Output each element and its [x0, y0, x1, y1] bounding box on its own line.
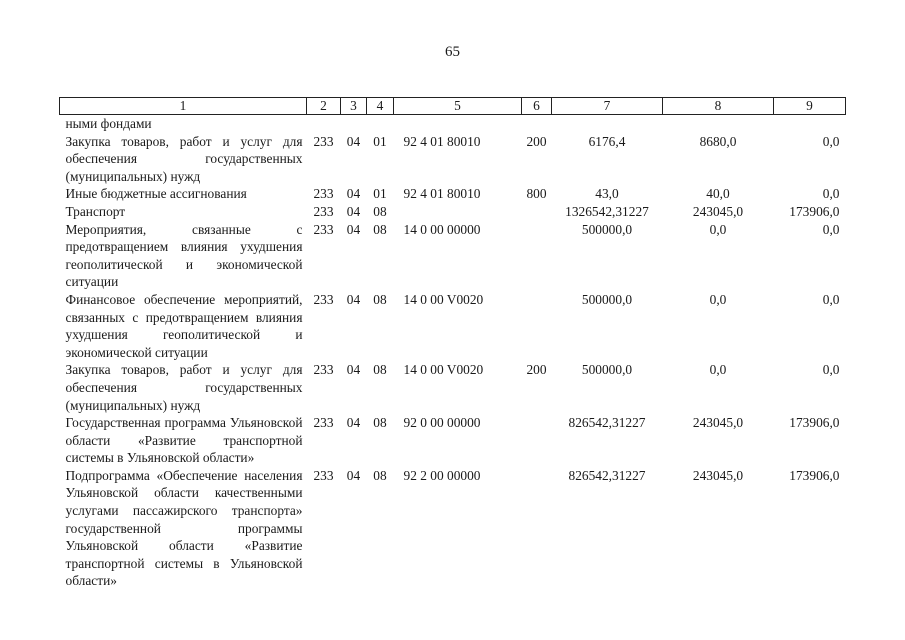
row-target: 14 0 00 V0020	[403, 362, 484, 378]
row-value-1: 826542,31227	[568, 467, 646, 483]
row-value-2: 243045,0	[692, 467, 744, 483]
table-row	[60, 291, 846, 361]
row-section: 04	[346, 186, 361, 202]
row-name: Транспорт	[65, 203, 126, 219]
row-type: 200	[526, 133, 547, 149]
header-col-8: 8	[663, 98, 774, 115]
row-target: 92 4 01 80010	[403, 133, 481, 149]
row-ministry: 233	[313, 186, 334, 202]
row-section: 04	[346, 362, 361, 378]
row-section: 04	[346, 415, 361, 431]
row-value-3: 0,0	[822, 362, 840, 378]
row-ministry: 233	[313, 291, 334, 307]
table-row	[60, 467, 846, 590]
row-section: 04	[346, 221, 361, 237]
row-name: Закупка товаров, работ и услуг для обеспечения государственных (муниципальных) нужд	[65, 362, 303, 413]
row-name: Иные бюджетные ассигнования	[65, 186, 247, 202]
row-value-2: 40,0	[706, 186, 730, 202]
header-col-3: 3	[341, 98, 367, 115]
row-ministry: 233	[313, 415, 334, 431]
table-row	[60, 361, 846, 414]
row-type	[522, 221, 552, 291]
header-col-6: 6	[522, 98, 552, 115]
row-type: 200	[526, 362, 547, 378]
row-target: 92 4 01 80010	[403, 186, 481, 202]
row-value-1: 826542,31227	[568, 415, 646, 431]
row-ministry: 233	[313, 362, 334, 378]
row-value-1: 6176,4	[588, 133, 626, 149]
row-name: ными фондами	[65, 116, 152, 131]
row-value-2: 243045,0	[692, 203, 744, 219]
row-value-3	[774, 115, 846, 133]
row-value-1: 1326542,31227	[565, 203, 649, 219]
row-section: 04	[346, 467, 361, 483]
table-row	[60, 133, 846, 186]
table-body	[60, 115, 846, 591]
header-col-4: 4	[367, 98, 394, 115]
row-value-3: 173906,0	[789, 203, 840, 219]
row-name: Мероприятия, связанные с предотвращением влияния ухудшения геополитической и экономической ситуации	[65, 221, 303, 290]
row-target: 92 2 00 00000	[403, 467, 481, 483]
row-value-3: 0,0	[822, 291, 840, 307]
header-col-2: 2	[307, 98, 341, 115]
row-type	[522, 291, 552, 361]
row-type	[522, 414, 552, 467]
row-value-1	[552, 115, 663, 133]
row-subsection: 08	[373, 362, 387, 378]
row-value-3: 0,0	[822, 186, 840, 202]
row-name: Подпрограмма «Обеспечение населения Ульяновской области качественными услугами пассажирского транспорта» государственной программы Ульяновской области «Развитие транспортной системы в Ульяновской области»	[65, 467, 303, 589]
row-value-1: 500000,0	[581, 291, 633, 307]
row-value-1: 500000,0	[581, 221, 633, 237]
row-section	[341, 115, 367, 133]
row-type	[522, 115, 552, 133]
row-subsection: 01	[373, 133, 387, 149]
row-type	[522, 203, 552, 221]
row-name: Государственная программа Ульяновской области «Развитие транспортной системы в Ульяновской области»	[65, 415, 303, 466]
table-row	[60, 185, 846, 203]
budget-table	[59, 97, 846, 590]
row-value-3: 173906,0	[789, 415, 840, 431]
table-header	[60, 98, 846, 115]
row-type: 800	[526, 186, 547, 202]
row-subsection: 08	[373, 467, 387, 483]
table-row	[60, 115, 846, 133]
row-name: Финансовое обеспечение мероприятий, связанных с предотвращением влияния ухудшения геополитической и экономической ситуации	[65, 291, 303, 360]
row-value-2: 0,0	[709, 221, 727, 237]
header-col-7: 7	[552, 98, 663, 115]
row-ministry: 233	[313, 467, 334, 483]
row-subsection: 08	[373, 203, 387, 219]
row-ministry	[307, 115, 341, 133]
row-ministry: 233	[313, 133, 334, 149]
row-subsection: 08	[373, 221, 387, 237]
row-section: 04	[346, 203, 361, 219]
row-value-3: 0,0	[822, 221, 840, 237]
header-col-5: 5	[394, 98, 522, 115]
row-name: Закупка товаров, работ и услуг для обеспечения государственных (муниципальных) нужд	[65, 133, 303, 184]
row-value-3: 173906,0	[789, 467, 840, 483]
row-type	[522, 467, 552, 590]
row-target	[394, 115, 522, 133]
row-value-2	[663, 115, 774, 133]
row-target: 14 0 00 00000	[403, 221, 481, 237]
row-value-2: 0,0	[709, 362, 727, 378]
row-value-2: 243045,0	[692, 415, 744, 431]
row-value-2: 0,0	[709, 291, 727, 307]
row-ministry: 233	[313, 221, 334, 237]
row-ministry: 233	[313, 203, 334, 219]
row-section: 04	[346, 291, 361, 307]
table-row	[60, 221, 846, 291]
header-col-9: 9	[774, 98, 846, 115]
row-value-1: 500000,0	[581, 362, 633, 378]
row-subsection: 08	[373, 415, 387, 431]
row-value-1: 43,0	[595, 186, 619, 202]
row-target: 92 0 00 00000	[403, 415, 481, 431]
table-row	[60, 203, 846, 221]
row-subsection: 01	[373, 186, 387, 202]
row-subsection: 08	[373, 291, 387, 307]
row-target: 14 0 00 V0020	[403, 291, 484, 307]
header-col-1: 1	[60, 98, 307, 115]
row-section: 04	[346, 133, 361, 149]
table-row	[60, 414, 846, 467]
page-number: 65	[445, 44, 460, 60]
row-subsection	[367, 115, 394, 133]
row-value-2: 8680,0	[699, 133, 737, 149]
row-target	[394, 203, 522, 221]
row-value-3: 0,0	[822, 133, 840, 149]
